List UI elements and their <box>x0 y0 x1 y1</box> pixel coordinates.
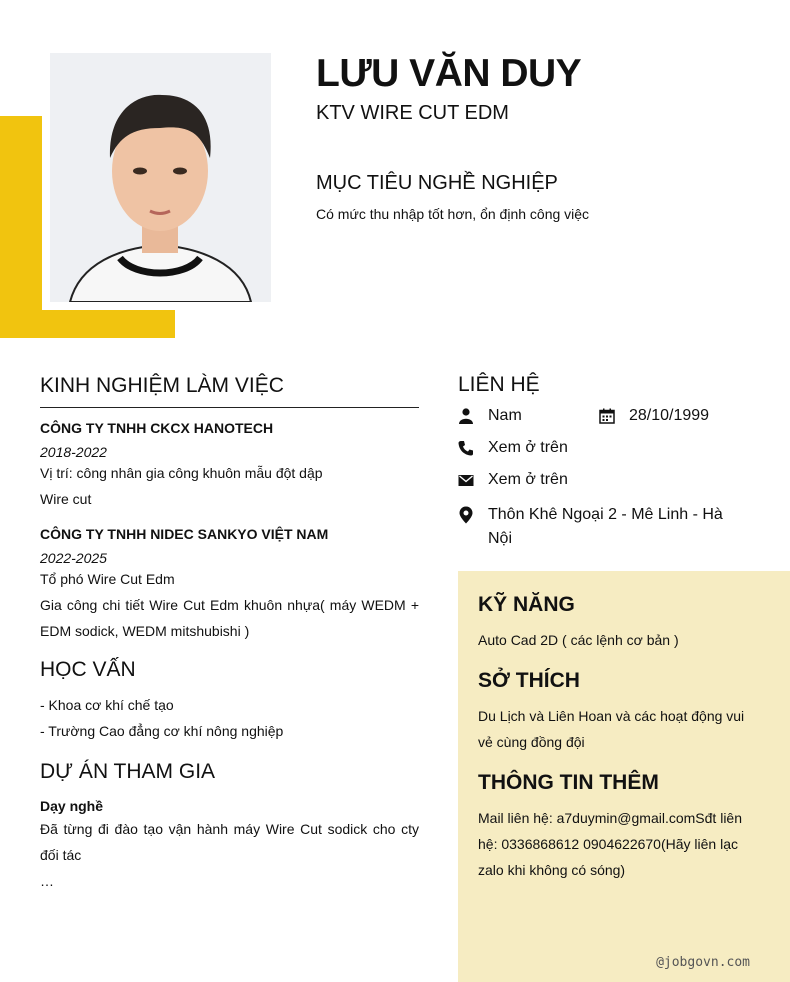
address-value: Thôn Khê Ngoại 2 - Mê Linh - Hà Nội <box>488 506 723 547</box>
experience-item <box>40 420 419 512</box>
skills-text: Auto Cad 2D ( các lệnh cơ bản ) <box>478 632 679 648</box>
job-description-line: Wire cut <box>40 491 92 507</box>
side-panel <box>458 571 790 982</box>
company-name: CÔNG TY TNHH NIDEC SANKYO VIỆT NAM <box>40 526 329 542</box>
contact-address <box>458 503 738 551</box>
project-title: Dạy nghề <box>40 798 104 814</box>
career-objective-heading: MỤC TIÊU NGHỀ NGHIỆP <box>316 172 558 194</box>
location-icon <box>458 507 474 523</box>
project-ellipsis: … <box>40 873 54 889</box>
education-item: - Trường Cao đẳng cơ khí nông nghiệp <box>40 723 284 739</box>
hobbies-heading: SỞ THÍCH <box>478 669 580 692</box>
person-icon <box>458 408 474 424</box>
project-description: Đã từng đi đào tạo vận hành máy Wire Cut sodick cho cty đối tác <box>40 821 419 863</box>
skills-heading: KỸ NĂNG <box>478 593 575 616</box>
education-heading: HỌC VẤN <box>40 658 136 681</box>
career-objective-text: Có mức thu nhập tốt hơn, ổn định công việc <box>316 206 590 222</box>
phone-icon <box>458 440 474 456</box>
work-period: 2022-2025 <box>40 550 107 566</box>
watermark: @jobgovn.com <box>656 955 750 970</box>
divider <box>40 407 419 408</box>
extra-info-text: Mail liên hệ: a7duymin@gmail.comSđt liên hệ: 0336868612 0904622670(Hãy liên lạc zalo khi không có sóng) <box>478 810 742 878</box>
projects-heading: DỰ ÁN THAM GIA <box>40 760 216 783</box>
profile-photo <box>50 53 271 302</box>
mail-icon <box>458 472 474 488</box>
education-item: - Khoa cơ khí chế tạo <box>40 697 174 713</box>
phone-value: Xem ở trên <box>488 439 568 456</box>
job-title: KTV WIRE CUT EDM <box>316 102 509 124</box>
dob-value: 28/10/1999 <box>629 407 710 424</box>
accent-bar-vertical <box>0 116 42 338</box>
job-description-line: Gia công chi tiết Wire Cut Edm khuôn nhựa( máy WEDM + EDM sodick, WEDM mitshubishi ) <box>40 597 419 639</box>
job-description-line: Vị trí: công nhân gia công khuôn mẫu đột dập <box>40 465 323 481</box>
experience-heading: KINH NGHIỆM LÀM VIỆC <box>40 374 284 397</box>
email-value: Xem ở trên <box>488 471 568 488</box>
gender-value: Nam <box>488 407 522 424</box>
hobbies-text: Du Lịch và Liên Hoan và các hoạt động vui vẻ cùng đồng đội <box>478 708 745 750</box>
contact-phone <box>458 439 568 457</box>
calendar-icon <box>599 408 615 424</box>
extra-info-heading: THÔNG TIN THÊM <box>478 771 659 794</box>
accent-bar-horizontal <box>0 310 175 338</box>
contact-heading: LIÊN HỆ <box>458 373 540 396</box>
contact-email <box>458 471 568 489</box>
contact-dob <box>599 407 709 425</box>
left-column <box>40 374 419 894</box>
experience-item <box>40 526 419 644</box>
work-period: 2018-2022 <box>40 444 107 460</box>
candidate-name: LƯU VĂN DUY <box>316 52 582 95</box>
contact-gender <box>458 407 522 425</box>
company-name: CÔNG TY TNHH CKCX HANOTECH <box>40 420 274 436</box>
job-description-line: Tổ phó Wire Cut Edm <box>40 571 175 587</box>
